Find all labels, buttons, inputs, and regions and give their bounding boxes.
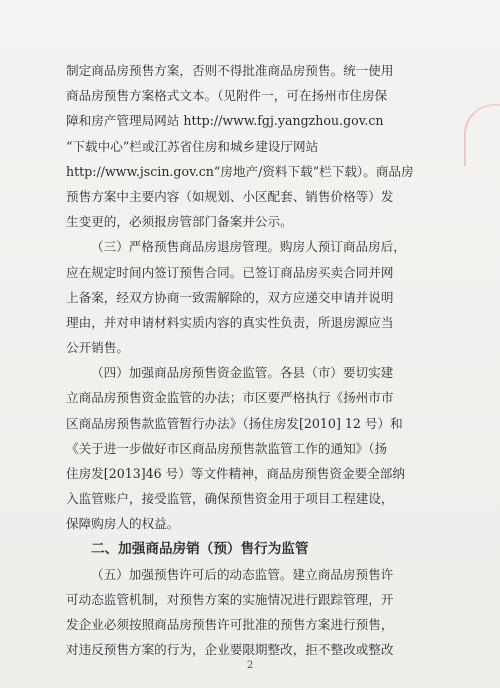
paragraph-4-start: （四）加强商品房预售资金监管。各县（市）要切实建 xyxy=(91,365,394,381)
paragraph-3-start: （三）严格预售商品房退房管理。购房人预订商品房后， xyxy=(91,239,406,255)
body-line: 入监管账户，接受监管，确保预售资金用于项目工程建设， xyxy=(66,491,394,507)
body-line: 《关于进一步做好市区商品房预售款监管工作的通知》（扬 xyxy=(66,440,388,456)
body-line: 商品房预售方案格式文本。（见附件一，可在扬州市住房保 xyxy=(66,88,388,104)
body-line: 上备案，经双方协商一致需解除的，双方应递交申请并说明 xyxy=(66,289,394,305)
body-line: “下载中心”栏或江苏省住房和城乡建设厅网站 xyxy=(66,138,319,154)
page-number: 2 xyxy=(246,660,254,671)
body-line: http://www.jscin.gov.cn“房地产/资料下载”栏下载）。商品房 xyxy=(66,163,414,179)
body-line: 公开销售。 xyxy=(66,340,129,356)
body-line: 可动态监管机制，对预售方案的实施情况进行跟踪管理，开 xyxy=(66,591,394,607)
document-body xyxy=(66,58,442,663)
paragraph-5-start: （五）加强预售许可后的动态监管。建立商品房预售许 xyxy=(91,566,394,582)
body-line: 理由，并对申请材料实质内容的真实性负责，所退房源应当 xyxy=(66,314,394,330)
body-line: 障和房产管理局网站 http://www.fgj.yangzhou.gov.cn xyxy=(66,113,384,129)
section-heading: 二、加强商品房销（预）售行为监管 xyxy=(91,540,309,557)
body-line: 对违反预售方案的行为，企业要限期整改，拒不整改或整改 xyxy=(66,642,394,658)
body-line: 预售方案中主要内容（如规划、小区配套、销售价格等）发 xyxy=(66,188,394,204)
body-line: 区商品房预售款监管暂行办法》（扬住房发[2010] 12 号）和 xyxy=(66,415,403,431)
body-line: 制定商品房预售方案，否则不得批准商品房预售。统一使用 xyxy=(66,63,394,78)
body-line: 应在规定时间内签订预售合同。已签订商品房买卖合同并网 xyxy=(66,264,394,280)
body-line: 立商品房预售资金监管的办法；市区要严格执行《扬州市市 xyxy=(66,390,394,406)
body-line: 住房发[2013]46 号）等文件精神，商品房预售资金要全部纳 xyxy=(66,466,405,481)
body-line: 生变更的，必须报房管部门备案并公示。 xyxy=(66,214,293,230)
body-line: 保障购房人的权益。 xyxy=(66,516,180,532)
seal-stamp-edge xyxy=(464,104,500,166)
body-line: 发企业必须按照商品房预售许可批准的预售方案进行预售， xyxy=(66,617,394,633)
